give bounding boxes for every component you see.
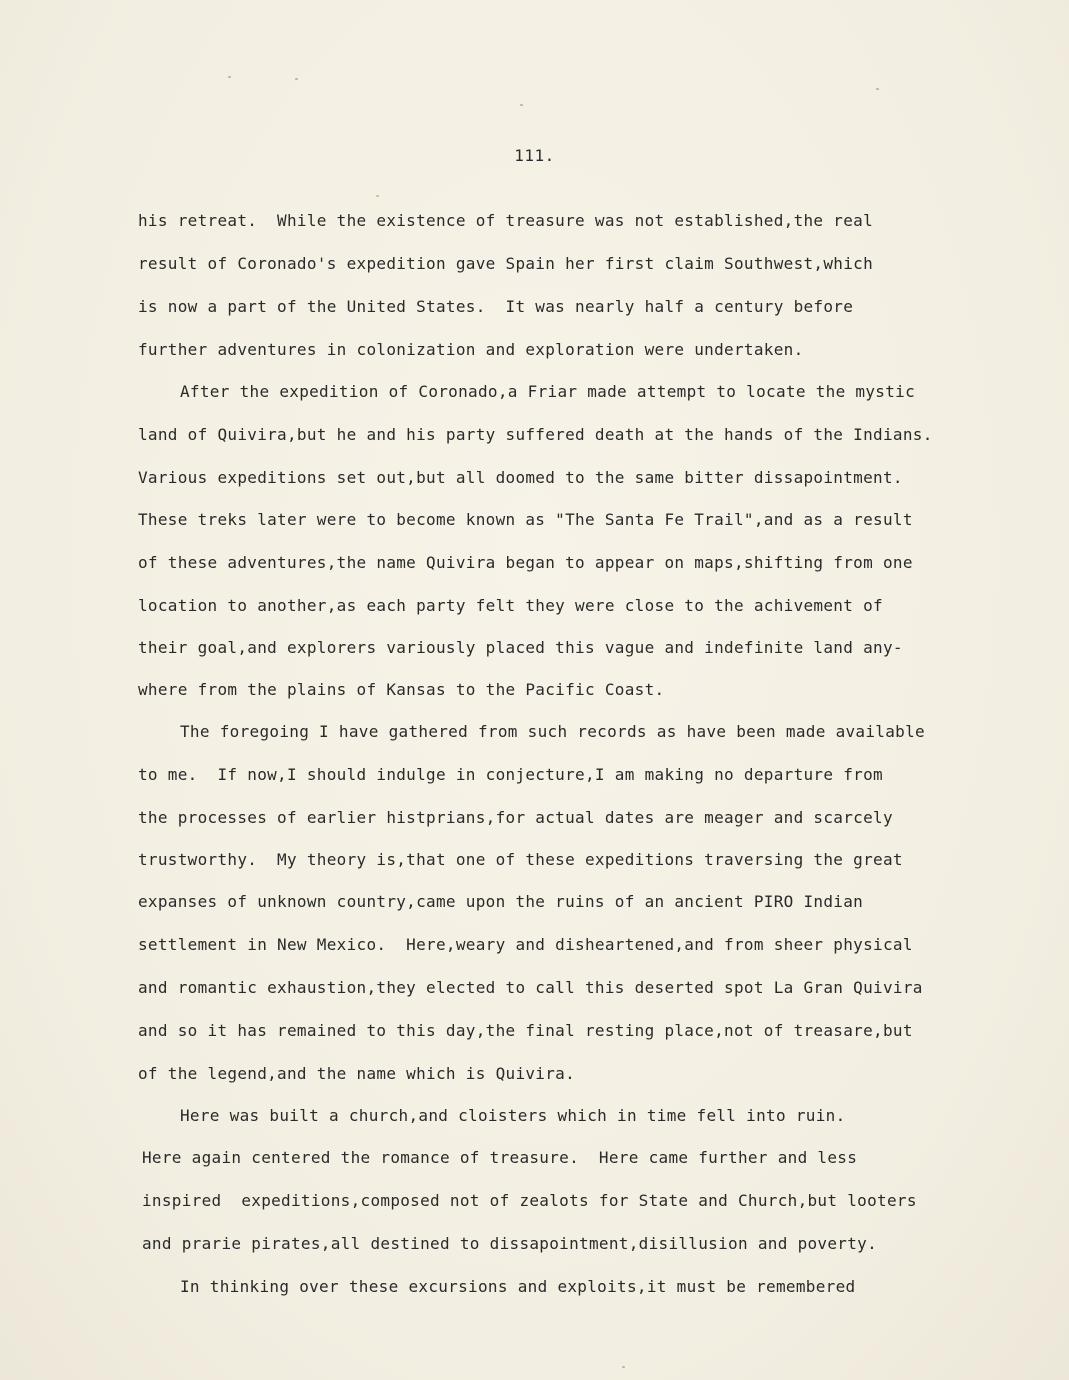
paper-speck: [228, 76, 231, 78]
text-line: expanses of unknown country,came upon the ruins of an ancient PIRO Indian: [138, 892, 864, 911]
paper-speck: [376, 195, 379, 197]
paper-speck: [520, 104, 523, 106]
text-line: and romantic exhaustion,they elected to call this deserted spot La Gran Quivira: [138, 978, 923, 997]
text-line: settlement in New Mexico. Here,weary and disheartened,and from sheer physical: [138, 935, 913, 954]
text-line: Here was built a church,and cloisters which in time fell into ruin.: [180, 1106, 846, 1125]
text-line: trustworthy. My theory is,that one of these expeditions traversing the great: [138, 850, 903, 869]
text-line: land of Quivira,but he and his party suffered death at the hands of the Indians.: [138, 425, 933, 444]
text-line: further adventures in colonization and exploration were undertaken.: [138, 340, 804, 359]
text-line: and so it has remained to this day,the final resting place,not of treasare,but: [138, 1021, 913, 1040]
text-line: In thinking over these excursions and exploits,it must be remembered: [180, 1277, 856, 1296]
text-line: is now a part of the United States. It was nearly half a century before: [138, 297, 854, 316]
text-line: After the expedition of Coronado,a Friar made attempt to locate the mystic: [180, 382, 916, 401]
text-line: of the legend,and the name which is Quivira.: [138, 1064, 576, 1083]
text-line: result of Coronado's expedition gave Spain her first claim Southwest,which: [138, 254, 874, 273]
text-line: to me. If now,I should indulge in conjecture,I am making no departure from: [138, 765, 883, 784]
text-line: where from the plains of Kansas to the Pacific Coast.: [138, 680, 665, 699]
text-line: of these adventures,the name Quivira began to appear on maps,shifting from one: [138, 553, 913, 572]
text-line: his retreat. While the existence of treasure was not established,the real: [138, 211, 874, 230]
page-number: 111.: [514, 146, 555, 165]
text-line: These treks later were to become known as "The Santa Fe Trail",and as a result: [138, 510, 913, 529]
text-line: location to another,as each party felt they were close to the achivement of: [138, 596, 883, 615]
text-line: inspired expeditions,composed not of zealots for State and Church,but looters: [142, 1191, 917, 1210]
paper-speck: [876, 88, 879, 90]
text-line: The foregoing I have gathered from such records as have been made available: [180, 722, 925, 741]
paper-speck: [295, 78, 298, 80]
text-line: Here again centered the romance of treasure. Here came further and less: [142, 1148, 858, 1167]
paper-speck: [622, 1366, 625, 1368]
text-line: Various expeditions set out,but all doomed to the same bitter dissapointment.: [138, 468, 903, 487]
text-line: their goal,and explorers variously placed this vague and indefinite land any-: [138, 638, 903, 657]
text-line: the processes of earlier histprians,for actual dates are meager and scarcely: [138, 808, 893, 827]
text-line: and prarie pirates,all destined to dissapointment,disillusion and poverty.: [142, 1234, 878, 1253]
